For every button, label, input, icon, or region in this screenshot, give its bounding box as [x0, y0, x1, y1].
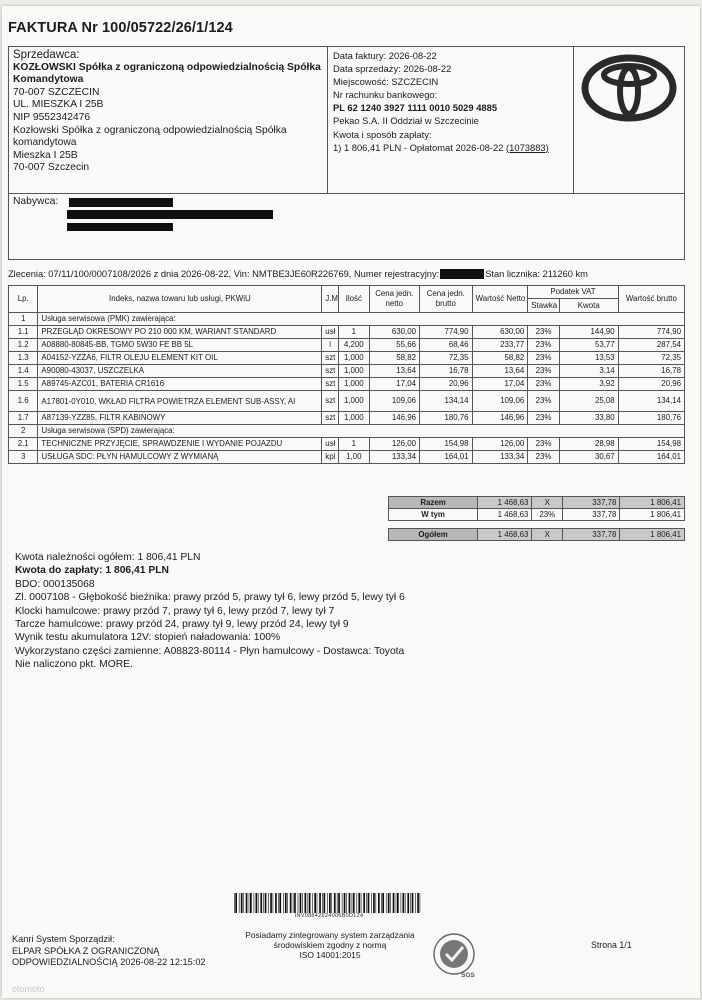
- place-label: Miejscowość:: [333, 76, 392, 88]
- summary-spacer: [389, 521, 685, 529]
- barcode-bar: [300, 893, 302, 913]
- footer-iso-line1: Posiadamy zintegrowany system zarządzania: [245, 930, 415, 940]
- col-header-gross-price: Cena jedn. brutto: [420, 286, 473, 313]
- place-value: SZCZECIN: [391, 76, 439, 88]
- invoice-date-value: 2026-08-22: [388, 50, 437, 61]
- barcode-bar: [250, 893, 252, 913]
- barcode-bar: [331, 893, 332, 913]
- barcode-bar: [275, 893, 277, 913]
- row-amount: 3,14: [559, 365, 618, 378]
- row-rate: 23%: [528, 326, 560, 339]
- items-table-body: [9, 313, 685, 464]
- barcode-bar: [396, 893, 397, 913]
- row-net-price: 133,34: [369, 451, 419, 464]
- barcode-bar: [319, 893, 321, 913]
- barcode-bar: [290, 893, 292, 913]
- col-header-vat: Podatek VAT: [528, 286, 618, 299]
- barcode-bar: [405, 893, 406, 913]
- wtym-rate: 23%: [532, 509, 563, 521]
- row-net-value: 109,06: [472, 391, 528, 412]
- barcode-bar: [415, 893, 416, 913]
- note-tread: Zl. 0007108 - Głębokość bieżnika: prawy przód 5, prawy tył 6, lewy przód 5, lewy tył 6: [15, 592, 405, 604]
- sale-date-label: Data sprzedaży:: [333, 63, 404, 75]
- col-header-rate: Stawka: [528, 299, 560, 313]
- order-line: [8, 268, 685, 284]
- seller-alt-line2: komandytowa: [13, 137, 77, 149]
- payment-ref: (1073883): [506, 141, 549, 153]
- row-qty: 1,000: [339, 365, 369, 378]
- row-rate: 23%: [528, 391, 560, 412]
- barcode-bar: [417, 893, 419, 913]
- order-line-part1: Zlecenia: 07/11/100/0007108/2026 z dnia 2026-08-22, Vin: NMTBE3JE60R226769, Numer rejestracyjny:: [8, 268, 440, 279]
- row-name: A04152-YZZA6, FILTR OLEJU ELEMENT KIT OIL: [38, 352, 322, 365]
- table-row: [9, 326, 685, 339]
- row-rate: 23%: [528, 352, 560, 365]
- barcode-bar: [317, 893, 318, 913]
- barcode-bar: [258, 893, 259, 913]
- table-row: [9, 339, 685, 352]
- barcode-bar: [268, 893, 269, 913]
- row-lp: 1.4: [9, 365, 38, 378]
- items-table: [8, 285, 685, 464]
- row-gross-value: 16,78: [618, 365, 684, 378]
- barcode-bar: [420, 893, 421, 913]
- row-gross-value: 20,96: [618, 378, 684, 391]
- row-net-value: 126,00: [472, 438, 528, 451]
- barcode-bar: [381, 893, 382, 913]
- row-gross-value: 72,35: [618, 352, 684, 365]
- barcode-bar: [366, 893, 367, 913]
- row-name: USŁUGA SDC: PŁYN HAMULCOWY Z WYMIANĄ: [38, 451, 322, 464]
- footer-system-info: [12, 934, 206, 969]
- barcode-bar: [371, 893, 372, 913]
- row-name: A90080-43037, USZCZELKA: [38, 365, 322, 378]
- row-qty: 1,000: [339, 378, 369, 391]
- account-number: PL 62 1240 3927 1111 0010 5029 4885: [333, 102, 498, 114]
- barcode-bar: [338, 893, 340, 913]
- razem-label: Razem: [389, 497, 478, 509]
- barcode-bar: [260, 893, 262, 913]
- col-header-amount: Kwota: [559, 299, 618, 313]
- barcode-bar: [294, 893, 296, 913]
- col-header-lp: Lp.: [9, 286, 38, 313]
- footer-iso-info: [230, 930, 430, 961]
- barcode-bar: [327, 893, 328, 913]
- barcode-bar: [273, 893, 274, 913]
- note-battery: Wynik testu akumulatora 12V: stopień naładowania: 100%: [15, 632, 281, 644]
- payment-label: Kwota i sposób zapłaty:: [333, 128, 432, 140]
- table-row: [9, 425, 685, 438]
- page-number: Strona 1/1: [591, 940, 632, 950]
- row-gross-value: 164,01: [618, 451, 684, 464]
- row-gross-price: 68,46: [420, 339, 473, 352]
- note-to-pay: Kwota do zapłaty: 1 806,41 PLN: [15, 565, 169, 577]
- barcode-bar: [349, 893, 351, 913]
- wtym-label: W tym: [389, 509, 478, 521]
- barcode-bar: [363, 893, 365, 913]
- row-lp: 1.2: [9, 339, 38, 352]
- row-lp: 3: [9, 451, 38, 464]
- table-row: [9, 365, 685, 378]
- barcode-bar: [308, 893, 309, 913]
- row-rate: 23%: [528, 412, 560, 425]
- row-gross-price: 180,76: [420, 412, 473, 425]
- barcode-bar: [287, 893, 288, 913]
- row-name: Usługa serwisowa (SPD) zawierająca:: [38, 425, 685, 438]
- row-amount: 25,08: [559, 391, 618, 412]
- barcode-text: INV08842624006B0D124: [294, 913, 364, 919]
- row-qty: 1,000: [339, 391, 369, 412]
- ogolem-gross: 1 806,41: [620, 529, 685, 541]
- payment-line: 1) 1 806,41 PLN - Opłatomat 2026-08-22: [333, 141, 507, 153]
- razem-rate: X: [532, 497, 563, 509]
- row-lp: 1.5: [9, 378, 38, 391]
- table-row: [9, 438, 685, 451]
- row-qty: 1,00: [339, 451, 369, 464]
- row-net-price: 55,66: [369, 339, 419, 352]
- barcode-bar: [342, 893, 343, 913]
- col-header-qty: Ilość: [339, 286, 369, 313]
- note-bdo: BDO: 000135068: [15, 578, 95, 590]
- invoice-date-row: [333, 49, 568, 62]
- col-header-gross-value: Wartość brutto: [618, 286, 684, 313]
- toyota-logo-icon: [580, 53, 678, 123]
- row-amount: 13,53: [559, 352, 618, 365]
- barcode-bar: [298, 893, 299, 913]
- barcode-bar: [376, 893, 377, 913]
- payment-row: [333, 141, 568, 154]
- barcode-bar: [249, 893, 250, 913]
- barcode-bar: [246, 893, 248, 913]
- barcode-bar: [334, 893, 336, 913]
- barcode-bar: [314, 893, 316, 913]
- barcode-bar: [358, 893, 360, 913]
- barcode-bar: [352, 893, 353, 913]
- row-net-price: 126,00: [369, 438, 419, 451]
- barcode-bar: [322, 893, 323, 913]
- note-parts: Wykorzystano części zamienne: A08823-80114 - Płyn hamulcowy - Dostawca: Toyota: [15, 645, 405, 657]
- barcode-bar: [312, 893, 313, 913]
- summary-row-ogolem: [389, 529, 685, 541]
- footer-iso-line3: ISO 14001:2015: [299, 950, 361, 961]
- row-amount: 53,77: [559, 339, 618, 352]
- barcode-bar: [410, 893, 411, 913]
- row-gross-price: 20,96: [420, 378, 473, 391]
- seller-alt-city: 70-007 Szczecin: [13, 162, 90, 174]
- row-gross-price: 72,35: [420, 352, 473, 365]
- seller-alt-street: Mieszka I 25B: [13, 149, 78, 161]
- barcode-bar: [382, 893, 384, 913]
- invoice-info-box: [328, 46, 573, 194]
- row-lp: 1.7: [9, 412, 38, 425]
- ogolem-vat: 337,78: [563, 529, 620, 541]
- row-amount: 33,80: [559, 412, 618, 425]
- barcode-bar: [344, 893, 346, 913]
- barcode-bar: [361, 893, 362, 913]
- ogolem-label: Ogółem: [389, 529, 478, 541]
- barcode-bar: [337, 893, 338, 913]
- row-net-price: 13,64: [369, 365, 419, 378]
- row-rate: 23%: [528, 339, 560, 352]
- barcode-bar: [279, 893, 281, 913]
- seller-name-line1: KOZŁOWSKI Spółka z ograniczoną odpowiedzialnością Spółka: [13, 61, 321, 73]
- ogolem-rate: X: [532, 529, 563, 541]
- barcode-bar: [283, 893, 284, 913]
- barcode-bar: [309, 893, 311, 913]
- wtym-vat: 337,78: [563, 509, 620, 521]
- row-net-value: 133,34: [472, 451, 528, 464]
- row-lp: 2.1: [9, 438, 38, 451]
- row-lp: 2: [9, 425, 38, 438]
- row-gross-value: 154,98: [618, 438, 684, 451]
- barcode-bar: [234, 893, 235, 913]
- row-rate: 23%: [528, 365, 560, 378]
- barcode-bar: [329, 893, 331, 913]
- col-header-net-price: Cena jedn. netto: [369, 286, 419, 313]
- row-net-value: 13,64: [472, 365, 528, 378]
- row-lp: 1.3: [9, 352, 38, 365]
- row-gross-price: 16,78: [420, 365, 473, 378]
- seller-alt-line1: Kozłowski Spółka z ograniczoną odpowiedzialnością Spółka: [13, 124, 287, 136]
- note-pads: Klocki hamulcowe: prawy przód 7, prawy tył 6, lewy przód 7, lewy tył 7: [15, 605, 335, 617]
- account-label: Nr rachunku bankowego:: [333, 89, 438, 101]
- sale-date-value: 2026-08-22: [403, 63, 452, 75]
- barcode-bar: [386, 893, 387, 913]
- row-rate: 23%: [528, 451, 560, 464]
- row-net-value: 58,82: [472, 352, 528, 365]
- row-rate: 23%: [528, 438, 560, 451]
- row-qty: 1: [339, 326, 369, 339]
- row-net-value: 630,00: [472, 326, 528, 339]
- row-lp: 1: [9, 313, 38, 326]
- row-lp: 1.1: [9, 326, 38, 339]
- sgs-mark: SGS: [461, 972, 475, 979]
- col-header-jm: J.M: [322, 286, 339, 313]
- sale-date-row: [333, 62, 568, 75]
- invoice-date-label: Data faktury:: [333, 50, 389, 61]
- footer-system-line3: ODPOWIEDZIALNOŚCIĄ 2026-08-22 12:15:02: [12, 957, 206, 967]
- note-discs: Tarcze hamulcowe: prawy przód 24, prawy tył 9, lewy przód 24, lewy tył 9: [15, 619, 349, 631]
- row-name: PRZEGLĄD OKRESOWY PO 210 000 KM, WARIANT STANDARD: [38, 326, 322, 339]
- row-amount: 30,67: [559, 451, 618, 464]
- barcode-bar: [256, 893, 258, 913]
- row-name: TECHNICZNE PRZYJĘCIE, SPRAWDZENIE I WYDANIE POJAZDU: [38, 438, 322, 451]
- row-name: A08880-80845-BB, TGMO 5W30 FE BB 5L: [38, 339, 322, 352]
- barcode-bar: [278, 893, 279, 913]
- barcode-bar: [254, 893, 255, 913]
- row-jm: szt: [322, 352, 339, 365]
- table-row: [9, 313, 685, 326]
- row-net-value: 17,04: [472, 378, 528, 391]
- invoice-sheet: [2, 6, 700, 998]
- row-net-value: 146,96: [472, 412, 528, 425]
- summary-row-wtym: [389, 509, 685, 521]
- row-gross-value: 287,54: [618, 339, 684, 352]
- row-jm: kpl: [322, 451, 339, 464]
- row-gross-price: 774,90: [420, 326, 473, 339]
- row-qty: 4,200: [339, 339, 369, 352]
- barcode-bar: [390, 893, 391, 913]
- barcode-bar: [305, 893, 307, 913]
- row-gross-price: 154,98: [420, 438, 473, 451]
- row-jm: szt: [322, 378, 339, 391]
- seller-postcode-city: 70-007 SZCZECIN: [13, 86, 100, 98]
- barcode-bar: [403, 893, 405, 913]
- barcode-bar: [357, 893, 358, 913]
- barcode-bar: [293, 893, 294, 913]
- row-net-price: 17,04: [369, 378, 419, 391]
- row-gross-value: 774,90: [618, 326, 684, 339]
- row-jm: szt: [322, 365, 339, 378]
- barcode-bar: [285, 893, 287, 913]
- table-row: [9, 391, 685, 412]
- row-net-value: 233,77: [472, 339, 528, 352]
- row-jm: l: [322, 339, 339, 352]
- barcode-bar: [373, 893, 375, 913]
- razem-gross: 1 806,41: [620, 497, 685, 509]
- barcode-bar: [270, 893, 272, 913]
- brand-logo-box: [573, 46, 685, 194]
- barcode-bar: [388, 893, 390, 913]
- barcode-bar: [401, 893, 402, 913]
- row-name: A87139-YZZ85, FILTR KABINOWY: [38, 412, 322, 425]
- barcode-bar: [302, 893, 303, 913]
- barcode-bar: [263, 893, 264, 913]
- row-rate: 23%: [528, 378, 560, 391]
- seller-heading: Sprzedawca:: [13, 49, 80, 61]
- row-name: Usługa serwisowa (PMK) zawierająca:: [38, 313, 685, 326]
- row-gross-value: 180,76: [618, 412, 684, 425]
- table-row: [9, 378, 685, 391]
- barcode-bar: [368, 893, 370, 913]
- row-gross-price: 134,14: [420, 391, 473, 412]
- buyer-box: [8, 194, 685, 260]
- barcode: [234, 893, 424, 913]
- row-qty: 1: [339, 438, 369, 451]
- row-lp: 1.6: [9, 391, 38, 412]
- row-amount: 3,92: [559, 378, 618, 391]
- summary-row-razem: [389, 497, 685, 509]
- plate-redaction: [440, 269, 484, 279]
- buyer-redaction-3: [67, 223, 173, 231]
- row-qty: 1,000: [339, 352, 369, 365]
- note-due-total: Kwota należności ogółem: 1 806,41 PLN: [15, 552, 201, 563]
- invoice-notes: [15, 551, 615, 672]
- barcode-bar: [393, 893, 395, 913]
- note-points: Nie naliczono pkt. MORE.: [15, 659, 133, 671]
- wtym-gross: 1 806,41: [620, 509, 685, 521]
- row-net-price: 58,82: [369, 352, 419, 365]
- barcode-bar: [239, 893, 240, 913]
- row-jm: szt: [322, 412, 339, 425]
- row-net-price: 109,06: [369, 391, 419, 412]
- ogolem-net: 1 468,63: [478, 529, 532, 541]
- row-gross-value: 134,14: [618, 391, 684, 412]
- barcode-bar: [243, 893, 244, 913]
- seller-box: [8, 46, 328, 194]
- footer-system-line1: Kanri System Sporządził:: [12, 934, 115, 944]
- wtym-net: 1 468,63: [478, 509, 532, 521]
- razem-vat: 337,78: [563, 497, 620, 509]
- bank-name: Pekao S.A. II Oddział w Szczecinie: [333, 115, 479, 127]
- iso-certification-seal-icon: [432, 932, 476, 976]
- barcode-bar: [407, 893, 409, 913]
- buyer-redaction-2: [67, 210, 273, 219]
- table-row: [9, 412, 685, 425]
- barcode-bar: [235, 893, 237, 913]
- buyer-redaction-1: [69, 198, 173, 207]
- barcode-bar: [378, 893, 380, 913]
- footer-system-line2: ELPAR SPÓŁKA Z OGRANICZONĄ: [12, 945, 160, 956]
- col-header-net-value: Wartość Netto: [472, 286, 528, 313]
- row-jm: szt: [322, 391, 339, 412]
- seller-nip: NIP 9552342476: [13, 111, 91, 123]
- order-line-part2: Stan licznika: 211260 km: [485, 268, 588, 279]
- seller-name-line2: Komandytowa: [13, 74, 84, 86]
- seller-street: UL. MIESZKA I 25B: [13, 99, 104, 111]
- barcode-bar: [265, 893, 267, 913]
- invoice-title: FAKTURA Nr 100/05722/26/1/124: [8, 20, 233, 36]
- row-jm: usł: [322, 438, 339, 451]
- row-amount: 28,98: [559, 438, 618, 451]
- barcode-bar: [397, 893, 399, 913]
- row-gross-price: 164,01: [420, 451, 473, 464]
- footer-iso-line2: środowiskiem zgodny z normą: [273, 940, 387, 951]
- place-row: [333, 75, 568, 88]
- barcode-bar: [241, 893, 243, 913]
- barcode-bar: [346, 893, 347, 913]
- watermark: otomoto: [12, 984, 45, 994]
- razem-net: 1 468,63: [478, 497, 532, 509]
- barcode-bar: [412, 893, 414, 913]
- row-name: A17801-0Y010, WKŁAD FILTRA POWIETRZA ELEMENT SUB-ASSY, AI: [38, 391, 322, 412]
- table-row: [9, 352, 685, 365]
- summary-table: [388, 496, 685, 541]
- col-header-index: Indeks, nazwa towaru lub usługi, PKWiU: [38, 286, 322, 313]
- row-qty: 1,000: [339, 412, 369, 425]
- barcode-bar: [353, 893, 355, 913]
- row-net-price: 630,00: [369, 326, 419, 339]
- barcode-bar: [324, 893, 326, 913]
- row-jm: usł: [322, 326, 339, 339]
- row-amount: 144,90: [559, 326, 618, 339]
- row-name: A89745-AZC01, BATERIA CR1616: [38, 378, 322, 391]
- buyer-heading: Nabywca:: [13, 196, 59, 207]
- table-row: [9, 451, 685, 464]
- row-net-price: 146,96: [369, 412, 419, 425]
